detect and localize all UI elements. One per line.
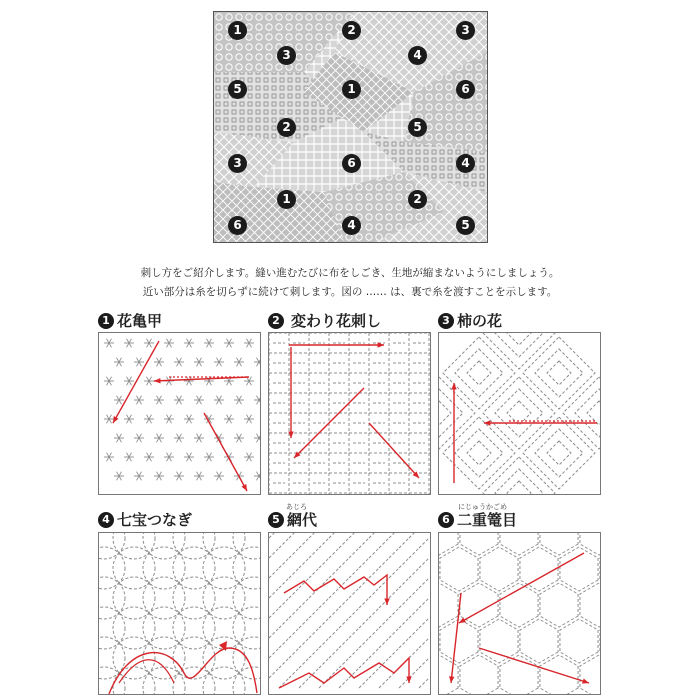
sampler-badge: 3 [228,154,247,173]
stitch-line [319,658,329,668]
pattern-name: 変わり花刺し [291,312,382,330]
stitch-line [203,533,245,559]
stitch-line [399,558,409,568]
kakinohana-stitch-diagram [439,333,600,494]
stitch-line [535,429,583,477]
stitch-line [269,648,279,658]
stitch-line [339,678,349,688]
stitch-line [455,429,503,477]
stitch-line [580,533,600,555]
stitch-line [369,548,379,558]
stitch-line [369,568,379,578]
sampler-badge: 5 [408,118,427,137]
thread-path [284,575,387,605]
stitch-line [299,558,309,568]
stitch-line [309,628,319,638]
stitch-line [389,628,399,638]
stitch-line [329,648,339,658]
stitch-line [279,658,289,668]
stitch-line [233,607,260,649]
stitch-line [329,628,339,638]
stitch-line [409,628,419,638]
stitch-line [389,648,399,658]
stitch-line [535,349,583,397]
stitch-line [409,648,419,658]
stitch-line [299,638,309,648]
stitch-line [409,568,419,578]
stitch-line [560,547,598,591]
sampler-badge: 1 [342,80,361,99]
stitch-line [419,678,429,688]
stitch-line [269,628,279,638]
stitch-line [483,377,555,449]
stitch-line [379,678,389,688]
stitch-line [507,481,531,494]
stitch-line [279,598,289,608]
sampler-badge: 1 [277,190,296,209]
shippo-tsunagi-stitch-diagram [99,533,260,694]
pattern-number-badge: 4 [98,512,114,528]
sampler-badge: 2 [342,21,361,40]
stitch-line [389,533,399,538]
stitch-line [269,608,279,618]
pattern-diagram-niju-kagome [438,532,601,695]
pattern-name: 七宝つなぎ [117,511,193,529]
stitch-line [269,533,279,538]
stitch-line [269,568,279,578]
stitch-line [439,401,451,425]
stitch-line [359,678,369,688]
stitch-line [289,548,299,558]
stitch-line [299,598,309,608]
stitch-line [269,668,279,678]
stitch-line [289,628,299,638]
stitch-line [279,578,289,588]
stitch-line [329,548,339,558]
pattern-number-badge: 3 [438,313,454,329]
pattern-diagram-hanakikko [98,332,261,495]
stitch-line [440,619,478,663]
stitch-line [379,618,389,628]
pattern-diagram-kawari-hanazashi [268,332,431,495]
stitch-line [269,548,279,558]
pattern-diagram-kakinohana [438,332,601,495]
stitch-line [339,638,349,648]
stitch-line [409,588,419,598]
stitch-line [419,658,429,668]
stitch-line [419,638,429,648]
stitch-line [399,578,409,588]
thread-path [204,413,247,491]
stitch-line [299,538,309,548]
stitch-line [467,361,491,385]
stitch-line [279,538,289,548]
stitch-line [369,608,379,618]
stitch-line [409,668,419,678]
pattern-title-1 [98,310,162,332]
stitch-line [419,538,429,548]
stitch-line [349,608,359,618]
stitch-line [455,349,503,397]
stitch-line [349,648,359,658]
stitch-line [319,638,329,648]
thread-arrowhead [384,599,389,605]
pattern-name: 網代 [287,511,318,529]
stitch-line [309,608,319,618]
stitch-line [389,548,399,558]
stitch-line [359,638,369,648]
stitch-line [439,583,458,627]
sampler-badge: 5 [228,80,247,99]
stitch-line [359,598,369,608]
sampler-badge: 3 [277,46,296,65]
stitch-line [173,533,215,559]
stitch-line [349,533,359,538]
stitch-line [409,533,419,538]
stitch-line [495,333,543,357]
stitch-line [319,538,329,548]
stitch-line [339,538,349,548]
stitch-line [540,655,578,694]
stitch-line [389,608,399,618]
stitch-line [233,577,260,619]
niju-kagome-stitch-diagram [439,533,600,694]
stitch-line [143,533,185,559]
sampler-badge: 3 [456,21,475,40]
stitch-line [289,533,299,538]
stitch-line [349,628,359,638]
sampler-badge: 4 [408,46,427,65]
stitch-line [560,619,598,663]
stitch-line [500,533,538,555]
stitch-line [547,361,571,385]
ajiro-stitch-diagram [269,533,430,694]
thread-path [113,341,159,423]
thread-arrowhead [582,678,589,683]
stitch-line [419,618,429,628]
sampler-badge: 4 [342,216,361,235]
stitch-line [143,667,185,694]
stitch-line [173,667,215,694]
stitch-line [99,547,125,589]
stitch-line [399,598,409,608]
stitch-line [329,568,339,578]
stitch-line [329,588,339,598]
stitch-line [279,618,289,628]
sampler-badge: 6 [456,80,475,99]
stitch-line [389,568,399,578]
stitch-line [203,667,245,694]
stitch-line [289,568,299,578]
stitch-line [319,618,329,628]
stitch-line [339,618,349,628]
kawari-hanazashi-stitch-diagram [269,333,430,494]
stitch-line [540,583,578,627]
stitch-line [359,618,369,628]
stitch-line [369,648,379,658]
stitch-line [359,658,369,668]
stitch-line [580,583,600,627]
stitch-line [507,333,531,345]
thread-path [479,648,589,683]
pattern-number-badge: 1 [98,313,114,329]
stitch-line [319,598,329,608]
stitch-line [289,608,299,618]
sampler-badge: 6 [228,216,247,235]
stitch-line [289,648,299,658]
pattern-title-5 [268,509,317,531]
stitch-line [299,618,309,628]
stitch-line [419,558,429,568]
stitch-line [419,578,429,588]
thread-path [369,423,419,478]
stitch-line [399,678,409,688]
stitch-line [279,558,289,568]
stitch-line [467,441,491,465]
pattern-name: 柿の花 [457,312,503,330]
stitch-line [113,533,155,559]
stitch-line [299,678,309,688]
pattern-number-badge: 6 [438,512,454,528]
stitch-line [289,668,299,678]
stitch-line [419,598,429,608]
sashiko-sampler-illustration [213,11,488,243]
pattern-diagram-ajiro [268,532,431,695]
sampler-badge: 1 [228,21,247,40]
sampler-badge: 2 [277,118,296,137]
stitch-line [480,547,518,591]
intro-line-1: 刺し方をご紹介します。縫い進むたびに布をしごき、生地が縮まないようにしましょう。 [140,267,560,279]
stitch-line [369,533,379,538]
stitch-line [399,618,409,628]
stitch-line [349,548,359,558]
thread-arrowhead [451,383,456,389]
stitch-line [399,538,409,548]
stitch-line [319,558,329,568]
stitch-line [460,655,498,694]
stitch-line [523,337,595,409]
stitch-line [409,548,419,558]
stitch-line [369,668,379,678]
stitch-line [279,638,289,648]
pattern-title-4 [98,509,192,531]
stitch-line [339,658,349,668]
sampler-badge: 5 [456,216,475,235]
stitch-line [99,607,125,649]
stitch-line [309,533,319,538]
stitch-line [409,608,419,618]
sampler-badge: 4 [456,154,475,173]
stitch-line [440,547,478,591]
sampler-badge: 6 [342,154,361,173]
stitch-line [523,417,595,489]
stitch-line [309,568,319,578]
stitch-line [339,558,349,568]
stitch-line [460,533,498,555]
stitch-line [480,619,518,663]
hanakikko-stitch-diagram [99,333,260,494]
stitch-line [495,389,543,437]
pattern-name: 二重篭目 [457,511,518,529]
stitch-line [349,588,359,598]
pattern-number-badge: 5 [268,512,284,528]
stitch-line [547,441,571,465]
stitch-line [349,568,359,578]
stitch-line [399,638,409,648]
stitch-line [379,558,389,568]
stitch-line [299,658,309,668]
stitch-line [369,588,379,598]
pattern-ruby-nijukagome: にじゅうかごめ [458,503,507,511]
pattern-name: 花亀甲 [117,312,163,330]
stitch-line [113,667,155,694]
thread-path [109,648,257,694]
stitch-line [269,588,279,598]
stitch-line [329,533,339,538]
pattern-title-3 [438,310,502,332]
stitch-line [233,547,260,589]
stitch-line [540,533,578,555]
sampler-badge: 2 [408,190,427,209]
pattern-number-badge: 2 [268,313,284,329]
stitch-line [520,547,558,591]
pattern-title-2 [268,310,381,332]
stitch-line [439,533,458,555]
stitch-line [309,548,319,558]
stitch-line [339,598,349,608]
thread-arrowhead [154,378,161,383]
pattern-ruby-ajiro: あじろ [286,503,307,511]
pattern-diagram-shippo-tsunagi [98,532,261,695]
stitch-line [233,533,260,559]
stitch-line [359,538,369,548]
stitch-line [563,377,600,449]
stitch-line [379,638,389,648]
stitch-line [99,577,125,619]
pattern-title-6 [438,509,517,531]
stitch-line [309,648,319,658]
stitch-line [359,558,369,568]
sampler-pattern [214,12,487,242]
stitch-line [379,538,389,548]
stitch-line [520,619,558,663]
intro-line-2: 近い部分は糸を切らずに続けて刺します。図の …… は、裏で糸を渡すことを示します。 [142,286,558,298]
stitch-line [329,608,339,618]
stitch-line [369,628,379,638]
stitch-line [389,588,399,598]
